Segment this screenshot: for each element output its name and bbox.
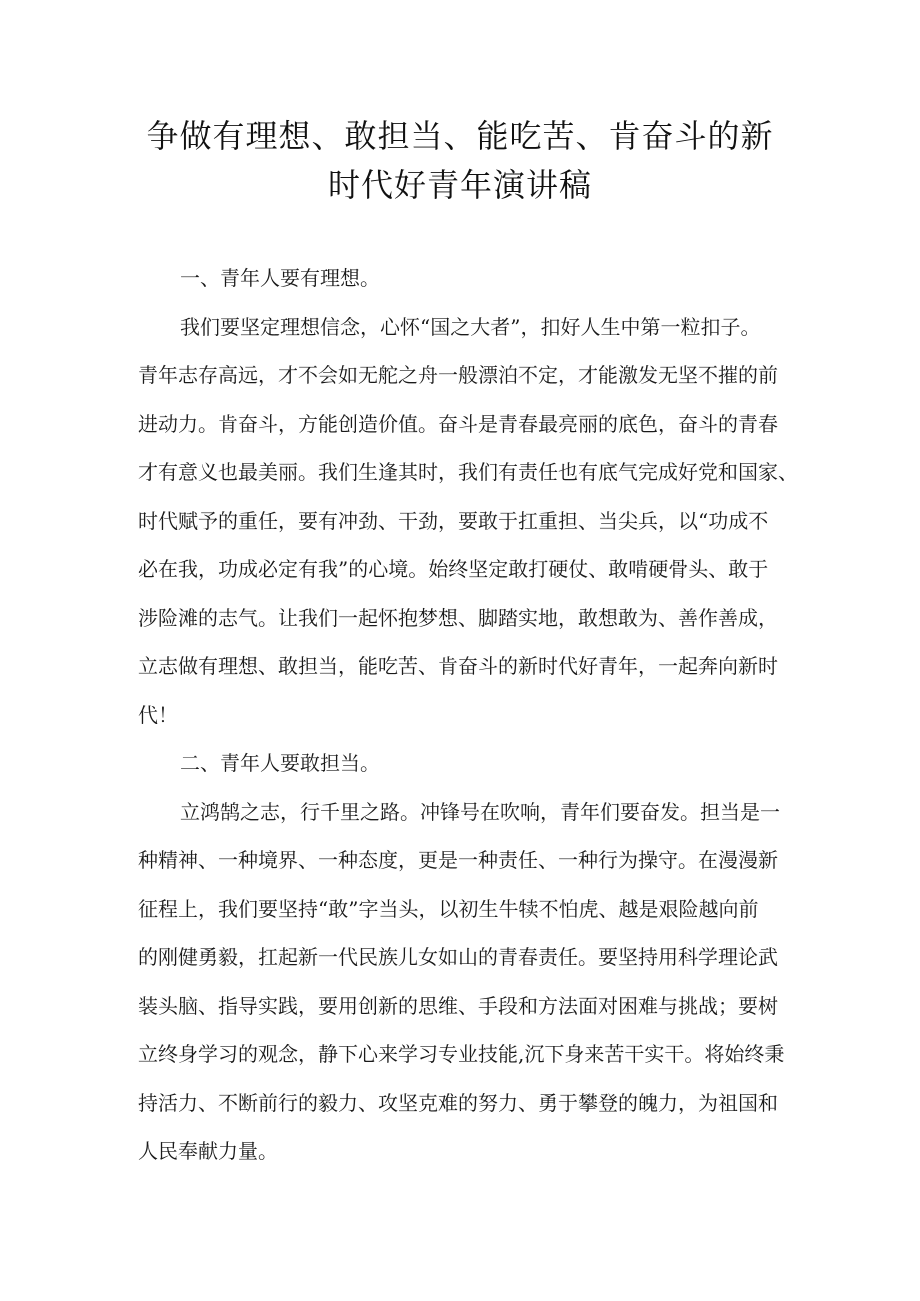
paragraph-line: 的刚健勇毅，扛起新一代民族儿女如山的青春责任。要坚持用科学理论武: [138, 945, 778, 969]
paragraph-line: 代！: [138, 702, 178, 727]
paragraph-line: 涉险滩的志气。让我们一起怀抱梦想、脚踏实地，敢想敢为、善作善成，: [138, 605, 778, 630]
document-body: [138, 254, 798, 1176]
paragraph-line: 时代赋予的重任，要有冲劲、干劲，要敢于扛重担、当尖兵，以“功成不: [138, 508, 769, 533]
paragraph-line: 我们要坚定理想信念，心怀“国之大者”，扣好人生中第一粒扣子。: [180, 314, 761, 339]
paragraph-line: 装头脑、指导实践，要用创新的思维、手段和方法面对困难与挑战；要树: [138, 993, 778, 1018]
paragraph-line: 青年志存高远，才不会如无舵之舟一般漂泊不定，才能激发无坚不摧的前: [138, 363, 778, 387]
paragraph-line: 才有意义也最美丽。我们生逢其时，我们有责任也有底气完成好党和国家、: [138, 460, 798, 484]
paragraph-line: 进动力。肯奋斗，方能创造价值。奋斗是青春最亮丽的底色，奋斗的青春: [138, 411, 778, 436]
paragraph-line: 立鸿鹄之志，行千里之路。冲锋号在吹响，青年们要奋发。担当是一: [180, 799, 780, 824]
title-line: 时代好青年演讲稿: [327, 165, 592, 204]
paragraph-line: 种精神、一种境界、一种态度，更是一种责任、一种行为操守。在漫漫新: [138, 848, 778, 872]
paragraph-line: 持活力、不断前行的毅力、攻坚克难的努力、勇于攀登的魄力，为祖国和: [138, 1090, 778, 1115]
title-line: 争做有理想、敢担当、能吃苦、肯奋斗的新: [146, 117, 774, 155]
section-heading: 二、青年人要敢担当。: [180, 751, 380, 775]
paragraph-line: 人民奉献力量。: [138, 1139, 278, 1163]
paragraph-line: 立志做有理想、敢担当，能吃苦、肯奋斗的新时代好青年，一起奔向新时: [138, 654, 778, 678]
paragraph-line: 征程上，我们要坚持“敢”字当头，以初生牛犊不怕虎、越是艰险越向前: [138, 896, 759, 921]
paragraph-line: 必在我，功成必定有我”的心境。始终坚定敢打硬仗、敢啃硬骨头、敢于: [138, 557, 769, 581]
section-heading: 一、青年人要有理想。: [180, 266, 380, 290]
paragraph-line: 立终身学习的观念，静下心来学习专业技能,沉下身来苦干实干。将始终秉: [138, 1042, 785, 1066]
page-title: [0, 110, 920, 207]
